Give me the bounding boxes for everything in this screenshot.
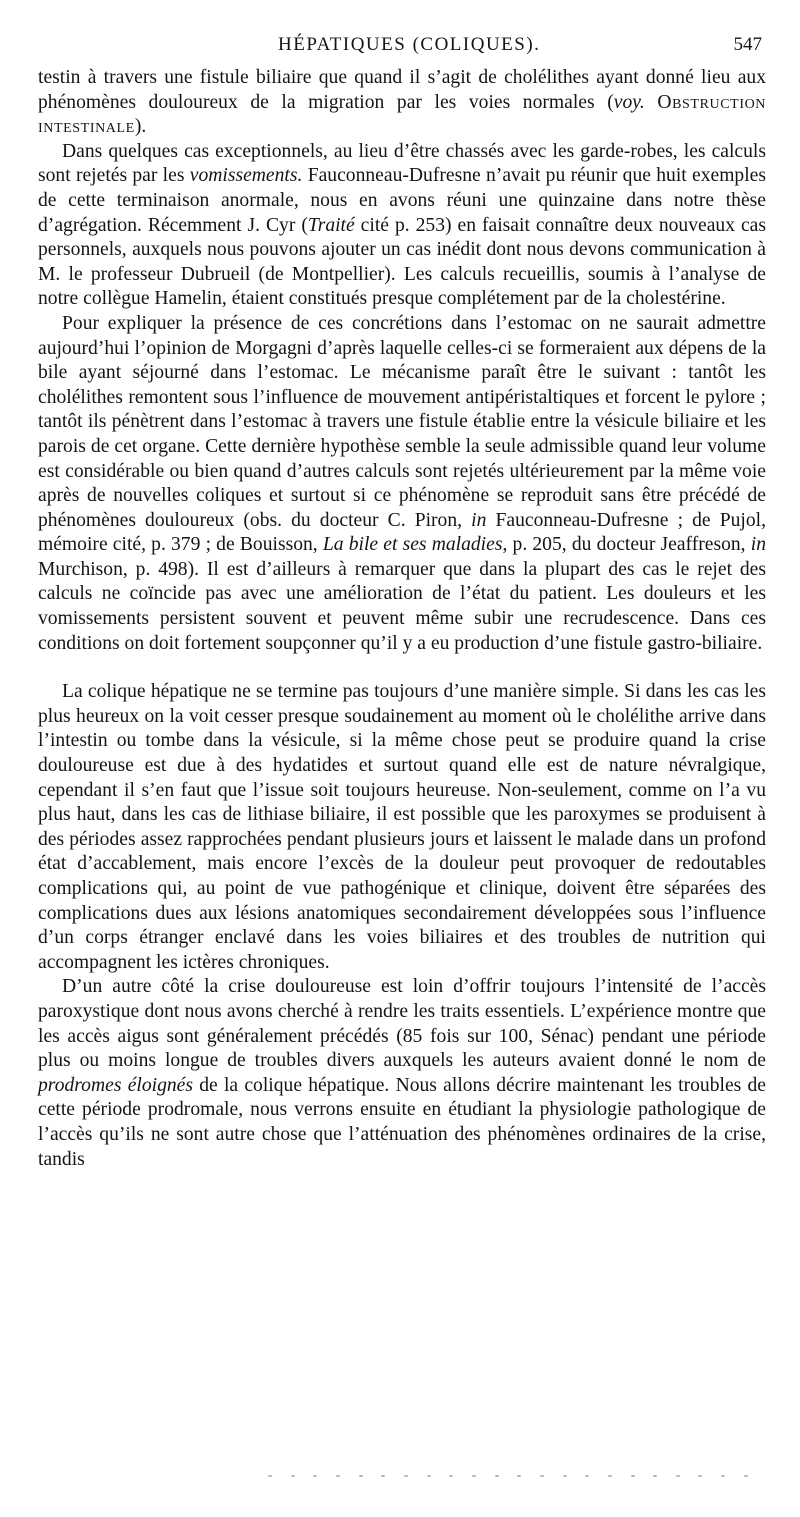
text-run: Fauconneau-Dufresne ; de Pujol, mémoire cité, p. 379 ; de Bouisson, xyxy=(38,509,766,556)
running-title: HÉPATIQUES (COLIQUES). xyxy=(278,34,541,55)
text-run: ). xyxy=(134,116,147,138)
paragraph xyxy=(38,66,766,140)
text-run: Fauconneau-Dufresne n’avait pu réunir que huit exemples de cette terminaison anormale, nous en avons réuni une quinzaine dans notre thèse d’agrégation. Récemment J. Cyr ( xyxy=(38,165,766,236)
running-head xyxy=(38,34,766,64)
text-run: testin à travers une fistule biliaire que quand il s’agit de cholélithes ayant donné lieu aux phénomènes douloureux de la migration par les voies normales ( xyxy=(38,67,766,113)
paragraph xyxy=(38,140,766,312)
text-run xyxy=(645,92,658,113)
italic-text: prodromes éloignés xyxy=(38,1074,193,1096)
text-run: La colique hépatique ne se termine pas toujours d’une manière simple. Si dans les cas les plus heureux on la voit cesser presque soudainement au moment où le cholélithe arrive dans l’intestin ou tombe dans la vésicule, si la même chose peut se produire quand la crise douloureuse est due à des hydatides et surtout quand elle est de nature névralgique, cependant il s’en faut que l’issue soit toujours heureuse. Non-seulement, comme on l’a vu plus haut, dans les cas de lithiase biliaire, il est possible que les paroxymes se produisent à des périodes assez rapprochées pendant plusieurs jours et laissent le malade dans un profond état d’accablement, mais encore l’excès de la douleur peut provoquer de redoutables complications qui, au point de vue pathogénique et clinique, doivent être séparées des complications dues aux lésions anatomiques secondairement développées sous l’influence d’un corps étranger enclavé dans les voies biliaires et des troubles de nutrition qui accompagnent les ictères chroniques. xyxy=(38,681,766,973)
body-text xyxy=(38,66,766,1172)
text-run: de la colique hépatique. Nous allons décrire maintenant les troubles de cette période prodromale, nous verrons ensuite en étudiant la physiologie pathologique de l’accès qu’ils ne sont autre chose que l’atténuation des phénomènes ordinaires de la crise, tandis xyxy=(38,1074,766,1170)
italic-text: in xyxy=(471,509,487,531)
book-page xyxy=(38,0,766,1517)
text-run: D’un autre côté la crise douloureuse est loin d’offrir toujours l’intensité de l’accès paroxystique dont nous avons cherché à rendre les traits essentiels. L’expérience montre que les accès aigus sont généralement précédés (85 fois sur 100, Sénac) pendant une période plus ou moins longue de troubles divers auxquels les auteurs avaient donné le nom de xyxy=(38,976,766,1072)
text-run: Pour expliquer la présence de ces concrétions dans l’estomac on ne saurait admettre aujourd’hui l’opinion de Morgagni d’après laquelle celles-ci se formeraient aux dépens de la bile ayant séjourné dans l’estomac. Le mécanisme paraît être le suivant : tantôt les cholélithes remontent sous l’influence de mouvement antipéristaltiques et forcent le pylore ; tantôt ils pénètrent dans l’estomac à travers une fistule établie entre la vésicule biliaire et les parois de cet organe. Cette dernière hypothèse semble la seule admissible quand leur volume est considérable ou bien quand d’autres calculs sont rejetés ultérieurement par la même voie après de nouvelles coliques et surtout si ce phénomène se reproduit sans être précédé de phénomènes douloureux (obs. du docteur C. Piron, xyxy=(38,312,766,531)
text-run: cité p. 253) en faisait connaître deux nouveaux cas personnels, auxquels nous pouvons ajouter un cas inédit dont nous devons communication à M. le professeur Dubrueil (de Montpellier). Les calculs recueillis, soumis à l’analyse de notre collègue Hamelin, étaient constitués presque complétement par de la cholestérine. xyxy=(38,214,766,310)
text-run: Murchison, p. 498). Il est d’ailleurs à remarquer que dans la plupart des cas le rejet des calculs ne coïncide pas avec une amélioration de l’état du patient. Les douleurs et les vomissements persistent souvent et peuvent même subir une recrudescence. Dans ces conditions on doit fortement soupçonner qu’il y a eu production d’une fistule gastro-biliaire. xyxy=(38,558,766,654)
italic-text: voy. xyxy=(613,91,645,113)
italic-text: La bile et ses maladies xyxy=(322,534,503,556)
italic-text: Traité xyxy=(307,214,355,236)
paragraph xyxy=(38,312,766,656)
page-number: 547 xyxy=(733,34,762,55)
italic-text: in xyxy=(750,534,766,556)
text-run: , p. 205, du docteur Jeaffreson, xyxy=(502,534,751,556)
small-caps-text: Obstruction intestinale xyxy=(38,91,767,138)
paragraph xyxy=(38,680,766,975)
paragraph xyxy=(38,975,766,1172)
scan-bottom-specks xyxy=(268,1472,748,1480)
text-run: Dans quelques cas exceptionnels, au lieu d’être chassés avec les garde-robes, les calculs sont rejetés par les xyxy=(38,140,766,187)
italic-text: vomissements. xyxy=(189,165,303,187)
